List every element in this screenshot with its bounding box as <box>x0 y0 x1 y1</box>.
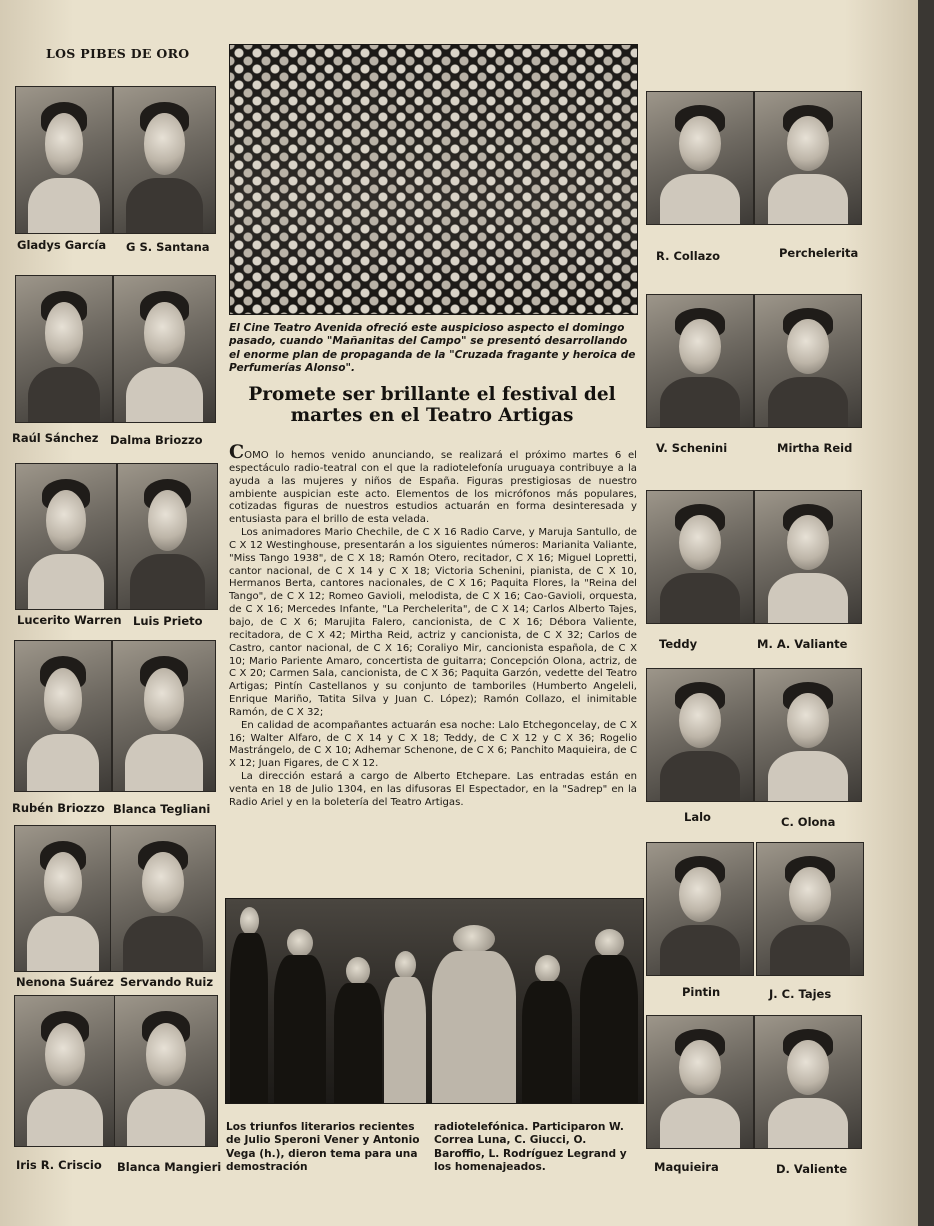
theater-crowd-photo <box>229 44 638 315</box>
portrait-photo <box>754 91 862 225</box>
portrait-photo <box>15 275 113 423</box>
portrait-photo <box>754 1015 862 1149</box>
portrait-photo <box>15 463 117 610</box>
group-photo-caption-right: radiotelefónica. Participaron W. Correa Luna, C. Giucci, O. Baroffio, L. Rodríguez Legrand y los homenajeados. <box>434 1121 627 1174</box>
portrait-photo <box>754 668 862 802</box>
section-title: LOS PIBES DE ORO <box>46 46 190 61</box>
portrait-photo <box>754 294 862 428</box>
portrait-photo <box>15 86 113 234</box>
portrait-caption: Rubén Briozzo <box>12 801 105 815</box>
portrait-caption: Servando Ruiz <box>120 975 214 989</box>
portrait-photo <box>646 1015 754 1149</box>
portrait-caption: J. C. Tajes <box>769 987 832 1001</box>
portrait-photo <box>14 995 116 1147</box>
portrait-caption: R. Collazo <box>656 249 721 263</box>
portrait-caption: Luis Prieto <box>133 614 203 628</box>
portrait-caption: Iris R. Criscio <box>16 1158 102 1172</box>
article-paragraph: Los animadores Mario Chechile, de C X 16 Radio Carve, y Maruja Santullo, de C X 12 Westinghouse, presentarán a los siguientes números: Marianita Valiante, "Miss Tango 1938", de C X 18; Ramón Otero, recitador, C X 16; Miguel Lopretti, cantor nacional, de C X 14 y C X 18; Victoria Schenini, pianista, de C X 10, Hermanos Berta, cantores nacionales, de C X 16; Paquita Flores, la "Reina del Tango", de C X 12; Romeo Gavioli, melodista, de C X 16; Cao-Gavioli, orquesta, de C X 16; Mercedes Infante, "La Perchelerita", de C X 14; Carlos Alberto Tajes, bajo, de C X 6; Marujita Falero, cancionista, de C X 16; Débora Valiente, recitadora, de C X 42; Mirtha Reid, actriz y cancionista, de C X 32; Carlos de Castro, cantor nacional, de C X 16; Coraliyo Mir, cancionista española, de C X 10; Mario Pariente Amaro, concertista de guitarra; Concepción Olona, actriz, de C X 20; Carmen Sala, cancionista, de C X 36; Paquita Garzón, vedette del Teatro Artigas; Pintín Castellanos y su conjunto de tamboriles (Humberto Angeleli, Enrique Mariño, Tatita Silva y Juan C. López); Ramón Collazo, el inimitable Ramón, de C X 32; <box>229 527 637 718</box>
group-photo <box>225 898 644 1104</box>
portrait-caption: C. Olona <box>781 815 836 829</box>
portrait-caption: Perchelerita <box>779 246 859 260</box>
top-photo-caption: El Cine Teatro Avenida ofreció este auspicioso aspecto el domingo pasado, cuando "Mañanitas del Campo" se presentó desarrollando el enorme plan de propaganda de la "Cruzada fragante y heroica de Perfumerías Alonso". <box>229 322 636 375</box>
portrait-photo <box>646 668 754 802</box>
portrait-caption: Lalo <box>684 810 711 824</box>
portrait-photo <box>110 825 216 972</box>
portrait-caption: Blanca Tegliani <box>113 802 211 816</box>
portrait-caption: M. A. Valiante <box>757 637 848 651</box>
portrait-caption: Raúl Sánchez <box>12 431 99 445</box>
portrait-caption: Teddy <box>659 637 698 651</box>
portrait-photo <box>113 86 216 234</box>
portrait-caption: Dalma Briozzo <box>110 433 203 447</box>
portrait-photo <box>756 842 864 976</box>
portrait-photo <box>646 91 754 225</box>
portrait-photo <box>754 490 862 624</box>
article-paragraph: En calidad de acompañantes actuarán esa noche: Lalo Etchegoncelay, de C X 16; Walter Alfaro, de C X 14 y C X 18; Teddy, de C X 12 y C X 36; Rogelio Mastrángelo, de C X 10; Adhemar Schenone, de C X 6; Panchito Maquieira, de C X 12; Juan Figares, de C X 12. <box>229 719 637 770</box>
portrait-caption: Lucerito Warren <box>17 613 122 627</box>
portrait-caption: D. Valiente <box>776 1162 848 1176</box>
portrait-caption: Gladys García <box>17 238 107 252</box>
portrait-photo <box>14 825 112 972</box>
portrait-photo <box>14 640 112 792</box>
portrait-caption: V. Schenini <box>656 441 728 455</box>
article-paragraph: La dirección estará a cargo de Alberto Etchepare. Las entradas están en venta en 18 de Julio 1304, en las difusoras El Espectador, en la "Sadrep" en la Radio Ariel y en la boletería del Teatro Artigas. <box>229 771 637 808</box>
article-headline: Promete ser brillante el festival del martes en el Teatro Artigas <box>248 384 616 426</box>
portrait-photo <box>646 842 754 976</box>
dropcap: C <box>229 441 245 463</box>
portrait-caption: Maquieira <box>654 1160 719 1174</box>
portrait-photo <box>112 640 216 792</box>
portrait-photo <box>646 294 754 428</box>
portrait-caption: Pintin <box>682 985 721 999</box>
portrait-caption: Blanca Mangieri <box>117 1160 222 1174</box>
portrait-photo <box>113 275 216 423</box>
group-photo-caption-left: Los triunfos literarios recientes de Julio Speroni Vener y Antonio Vega (h.), dieron tema para una demostración <box>226 1121 420 1174</box>
article-paragraph: COMO lo hemos venido anunciando, se realizará el próximo martes 6 el espectáculo radio-teatral con el que la radiotelefonía uruguaya contribuye a la ayuda a las mujeres y niños de España. Figuras prestigiosas de nuestro ambiente auspician este acto. Elementos de los micrófonos más populares, cotizadas figuras de nuestros estudios actuarán en forma desinteresada y entusiasta para el brillo de esta velada. <box>229 441 637 526</box>
portrait-photo <box>646 490 754 624</box>
article-body <box>229 441 637 810</box>
portrait-photo <box>114 995 218 1147</box>
portrait-caption: G S. Santana <box>126 240 210 254</box>
portrait-caption: Nenona Suárez <box>16 975 114 989</box>
portrait-photo <box>117 463 218 610</box>
portrait-caption: Mirtha Reid <box>777 441 853 455</box>
